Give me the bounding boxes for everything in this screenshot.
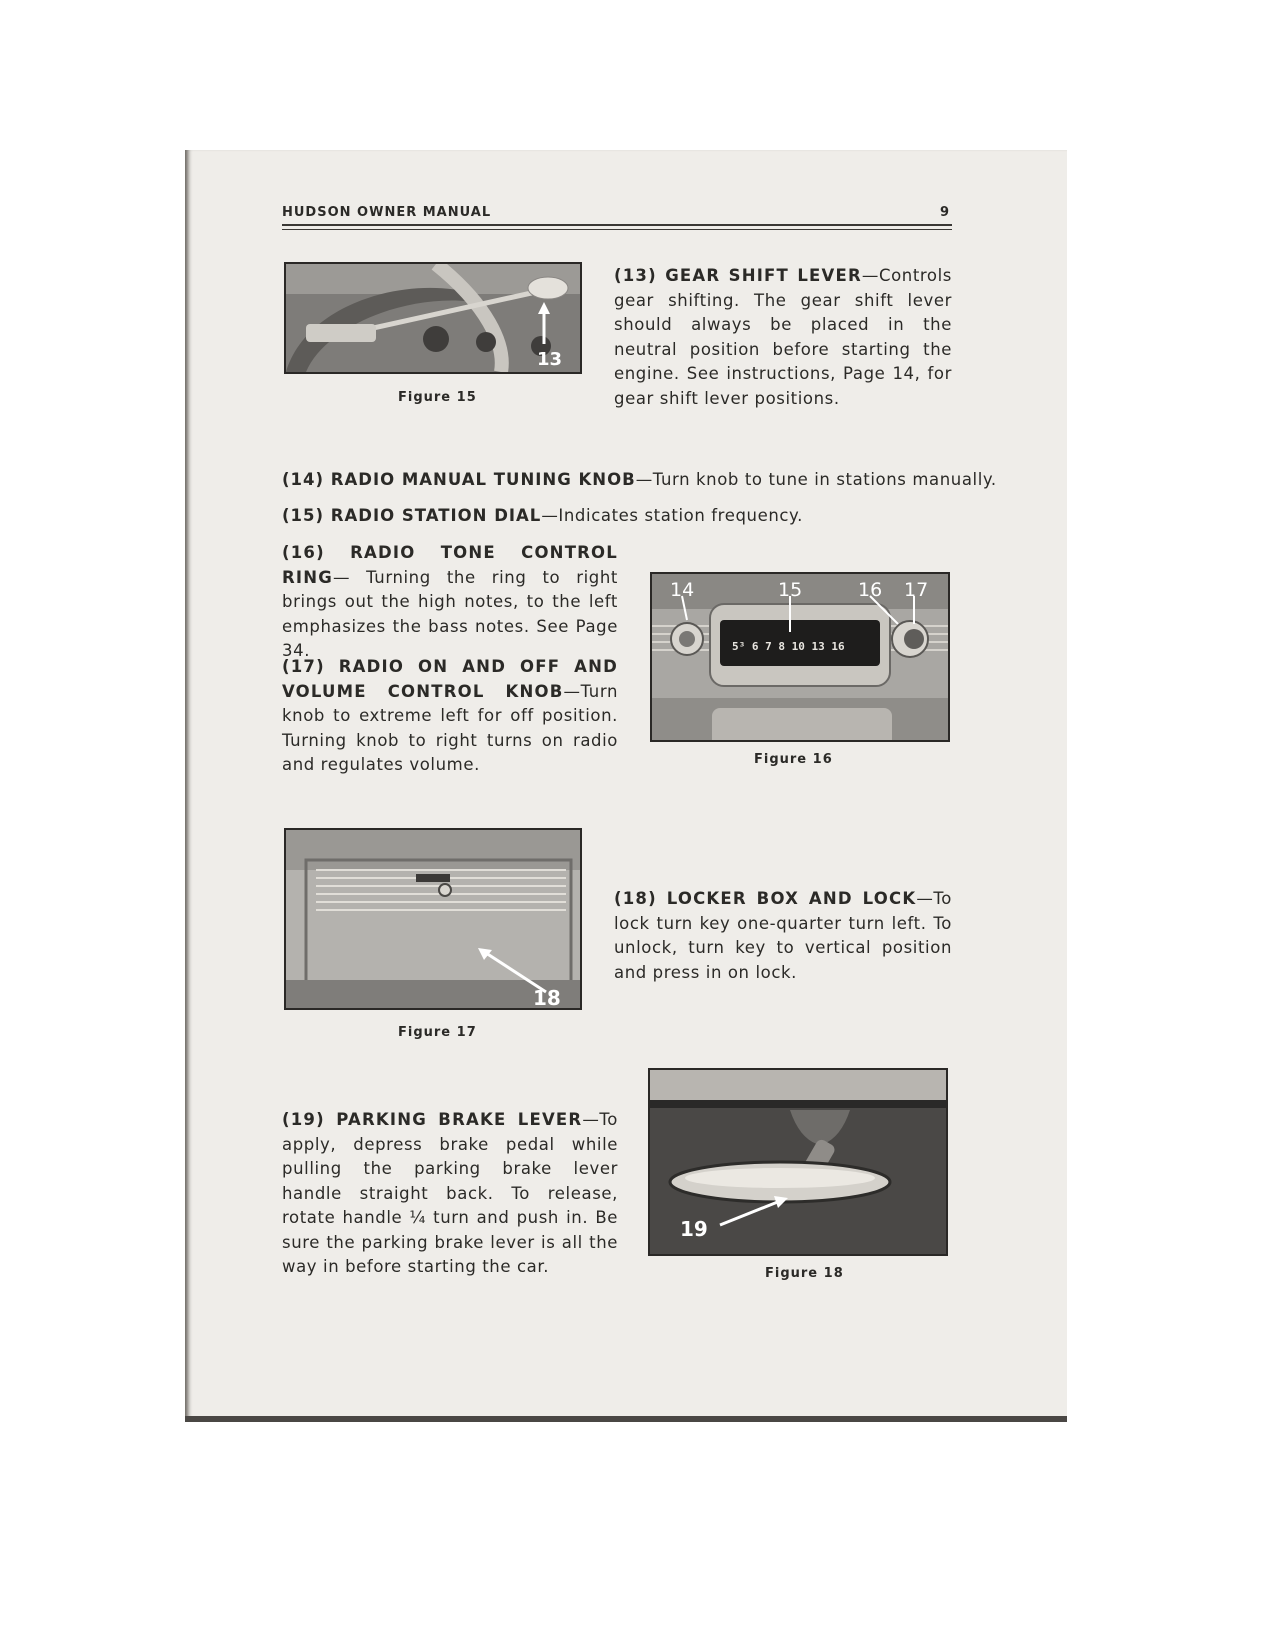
figure-16-photo [650,572,950,742]
figure-15-caption: Figure 15 [398,390,477,405]
callout-17: 17 [904,579,929,601]
running-header: HUDSON OWNER MANUAL [282,205,492,220]
section-14-text: —Turn knob to tune in stations manually. [635,470,997,489]
callout-16: 16 [858,579,883,601]
page-number: 9 [940,205,951,220]
section-13-heading: (13) GEAR SHIFT LEVER [614,266,862,285]
header-rule-thin [282,229,952,230]
section-17 [282,655,618,778]
section-16-text: — Turning the ring to right brings out the high notes, to the left emphasizes the bass notes. See Page 34. [282,567,618,660]
section-13-text: —Controls gear shifting. The gear shift lever should always be placed in the neutral position before starting the engine. See instructions, Page 14, for gear shift lever positions. [614,266,952,408]
section-15 [282,506,803,525]
section-15-text: —Indicates station frequency. [541,506,803,525]
section-19-text: —To apply, depress brake pedal while pulling the parking brake lever handle straight back. To release, rotate handle ¼ turn and push in. Be sure the parking brake lever is all the way in before starting the car. [282,1110,618,1276]
section-14 [282,470,997,489]
section-16 [282,541,618,664]
callout-18: 18 [533,986,561,1008]
section-18-text: —To lock turn key one-quarter turn left. To unlock, turn key to vertical position and press in on lock. [614,889,952,982]
section-15-heading: (15) RADIO STATION DIAL [282,506,542,525]
section-16-heading: (16) RADIO TONE CONTROL RING [282,543,618,587]
figure-17-photo [284,828,582,1010]
section-18-heading: (18) LOCKER BOX AND LOCK [614,889,917,908]
dial-numbers: 5³ 6 7 8 10 13 16 [732,640,845,653]
header-rule [282,224,952,226]
page-edge [185,1416,1067,1422]
callout-15: 15 [778,579,803,601]
section-14-heading: (14) RADIO MANUAL TUNING KNOB [282,470,636,489]
figure-17-caption: Figure 17 [398,1025,477,1040]
callout-13: 13 [537,349,563,370]
figure-15-photo [284,262,582,374]
callout-14: 14 [670,579,695,601]
section-17-heading: (17) RADIO ON AND OFF AND VOLUME CONTROL KNOB [282,657,618,701]
section-19-heading: (19) PARKING BRAKE LEVER [282,1110,583,1129]
section-18 [614,887,952,985]
section-19 [282,1108,618,1280]
figure-18-photo [648,1068,948,1256]
figure-16-caption: Figure 16 [754,752,833,767]
callout-19: 19 [680,1217,708,1241]
figure-18-caption: Figure 18 [765,1266,844,1281]
section-17-text: —Turn knob to extreme left for off position. Turning knob to right turns on radio and regulates volume. [282,681,618,774]
section-13 [614,264,952,411]
